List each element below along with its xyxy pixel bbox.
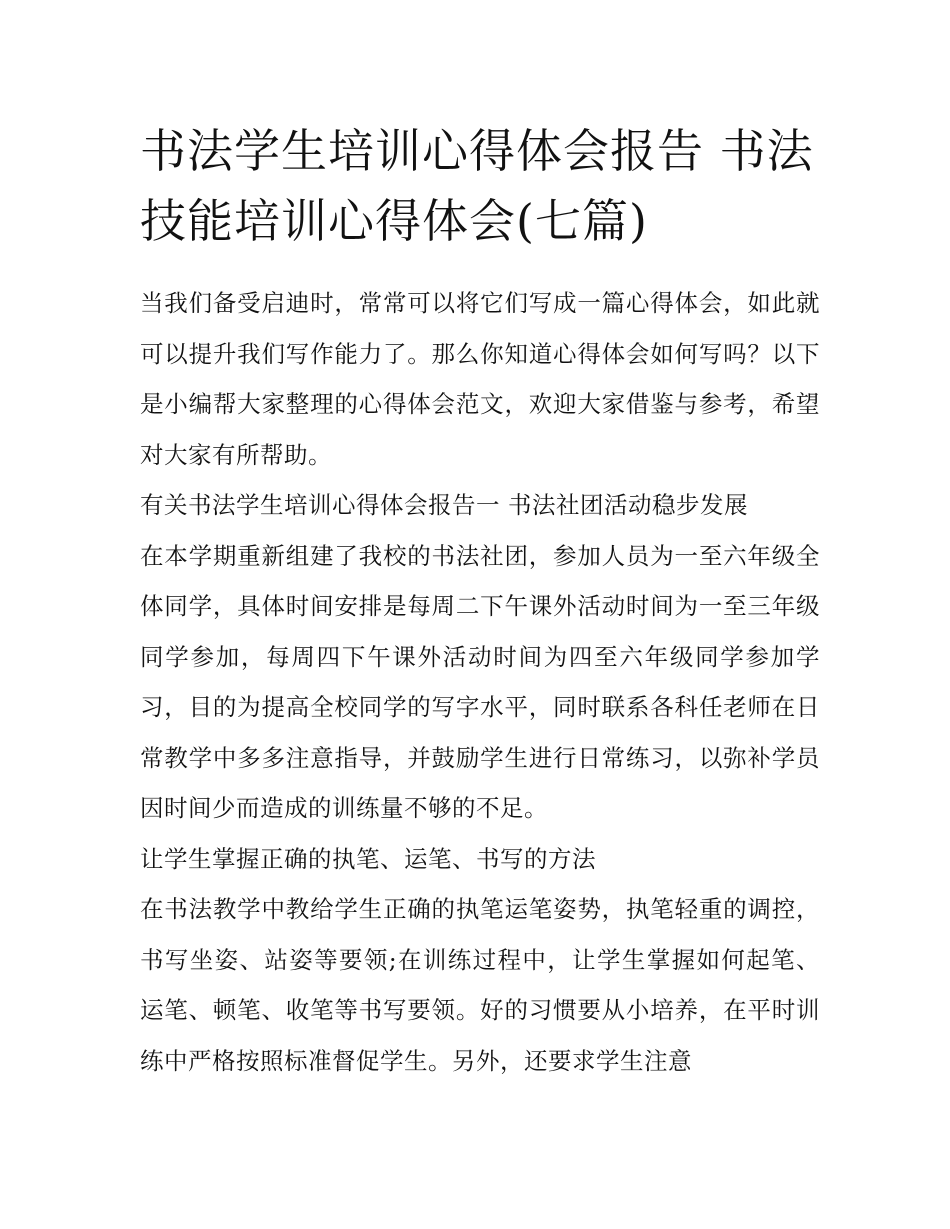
section-heading-2: 让学生掌握正确的执笔、运笔、书写的方法 xyxy=(140,844,596,873)
intro-paragraph: 当我们备受启迪时，常常可以将它们写成一篇心得体会，如此就可以提升我们写作能力了。那么你知道心得体会如何写吗？以下是小编帮大家整理的心得体会范文，欢迎大家借鉴与参考，希望对大家有所帮助。 xyxy=(140,289,820,469)
document-title: 书法学生培训心得体会报告 书法技能培训心得体会(七篇) xyxy=(140,124,814,248)
body-paragraph: 在本学期重新组建了我校的书法社团，参加人员为一至六年级全体同学，具体时间安排是每周二下午课外活动时间为一至三年级同学参加，每周四下午课外活动时间为四至六年级同学参加学习，目的为提高全校同学的写字水平，同时联系各科任老师在日常教学中多多注意指导，并鼓励学生进行日常练习，以弥补学员因时间少而造成的训练量不够的不足。 xyxy=(140,541,820,822)
section-heading-1: 有关书法学生培训心得体会报告一 书法社团活动稳步发展 xyxy=(140,491,748,519)
body-paragraph: 在书法教学中教给学生正确的执笔运笔姿势，执笔轻重的调控，书写坐姿、站姿等要领;在训练过程中，让学生掌握如何起笔、运笔、顿笔、收笔等书写要领。好的习惯要从小培养，在平时训练中严格按照标准督促学生。另外，还要求学生注意 xyxy=(140,895,820,1075)
document-body xyxy=(140,278,820,1086)
